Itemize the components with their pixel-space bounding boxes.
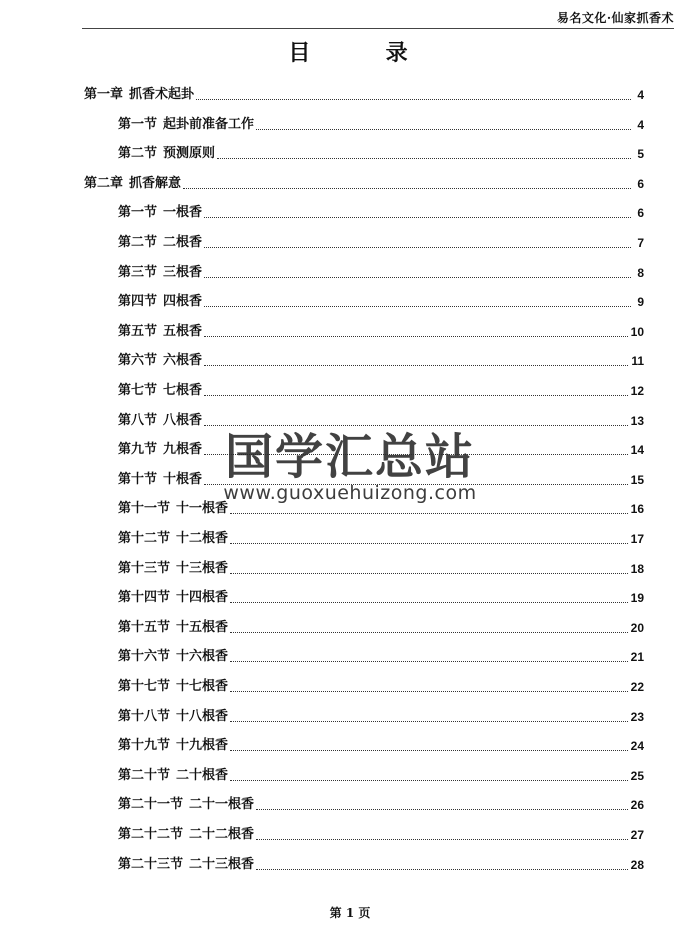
toc-entry-title: 五根香 [163,323,203,339]
toc-entry-title: 十六根香 [176,649,229,665]
toc-dot-leader [230,749,628,751]
toc-entry-title: 二十二根香 [189,827,255,842]
toc-entry-title: 十一根香 [176,501,229,517]
toc-entry-title: 十四根香 [176,590,229,606]
toc-entry-title: 四根香 [163,294,203,310]
toc-entry-number: 第二十节 [118,767,171,783]
toc-page-number: 12 [630,384,644,398]
toc-section-entry[interactable] [118,620,644,636]
toc-page-number: 28 [630,857,644,872]
toc-entry-title: 十五根香 [176,619,229,635]
toc-page-number: 21 [630,650,644,665]
toc-section-entry[interactable] [118,590,644,606]
toc-section-entry[interactable] [118,146,644,162]
toc-entry-number: 第十节 [118,471,158,487]
toc-entry-title: 抓香术起卦 [129,87,195,102]
toc-entry-number: 第二十三节 [118,856,184,872]
running-header: 易名文化·仙家抓香术 [556,11,674,25]
toc-entry-number: 第十二节 [118,531,171,546]
toc-entry-number: 第十三节 [118,560,171,576]
toc-page-number: 9 [637,295,644,310]
toc-entry-number: 第十七节 [118,679,171,694]
toc-dot-leader [204,305,631,307]
toc-section-entry[interactable] [118,383,644,399]
toc-dot-leader [230,660,628,662]
toc-page-number: 6 [637,176,644,191]
toc-entry-number: 第六节 [118,353,158,369]
watermark-url: www.guoxuehuizong.com [223,482,477,504]
toc-chapter-entry[interactable] [84,87,644,103]
toc-section-entry[interactable] [118,265,644,281]
toc-dot-leader [217,157,631,159]
toc-dot-leader [204,364,628,366]
toc-section-entry[interactable] [118,294,644,310]
toc-dot-leader [230,542,628,544]
toc-page-number: 15 [630,472,644,487]
toc-entry-title: 十三根香 [176,560,229,576]
toc-page-number: 26 [630,798,644,813]
page-footer: 第 1 页 [329,906,371,920]
toc-entry-title: 一根香 [163,205,203,221]
toc-section-entry[interactable] [118,768,644,784]
toc-dot-leader [230,631,628,633]
toc-dot-leader [230,690,628,692]
toc-entry-number: 第十一节 [118,501,171,517]
toc-entry-title: 抓香解意 [129,175,182,191]
toc-dot-leader [230,572,628,574]
toc-entry-title: 预测原则 [163,146,216,162]
toc-dot-leader [256,838,628,840]
toc-section-entry[interactable] [118,235,644,251]
toc-section-entry[interactable] [118,827,644,843]
toc-entry-number: 第二节 [118,235,158,250]
toc-entry-number: 第二章 [84,175,124,191]
toc-entry-title: 十二根香 [176,531,229,546]
toc-page-number: 8 [637,265,644,280]
toc-entry-number: 第二十一节 [118,797,184,813]
toc-page-number: 24 [630,739,644,754]
toc-entry-number: 第七节 [118,383,158,398]
toc-dot-leader [256,808,628,810]
toc-dot-leader [230,720,628,722]
toc-entry-title: 十九根香 [176,738,229,754]
toc-entry-title: 十八根香 [176,708,229,724]
toc-entry-title: 七根香 [163,383,203,398]
toc-page-number: 17 [630,532,644,546]
toc-dot-leader [230,512,628,514]
toc-page-number: 4 [637,117,644,132]
toc-section-entry[interactable] [118,709,644,725]
toc-page-number: 13 [630,413,644,428]
toc-page-number: 7 [637,236,644,250]
toc-section-entry[interactable] [118,117,644,133]
toc-dot-leader [256,128,631,130]
toc-entry-number: 第一章 [84,87,124,102]
toc-page-number: 16 [630,502,644,517]
toc-page-number: 20 [630,620,644,635]
toc-page-number: 6 [637,206,644,221]
toc-page-number: 4 [637,88,644,102]
toc-page-number: 27 [630,828,644,842]
toc-entry-number: 第二十二节 [118,827,184,842]
title-char-1: 目 [288,40,315,66]
toc-page-number: 11 [631,354,644,369]
toc-chapter-entry[interactable] [84,176,644,192]
toc-page-number: 14 [630,443,644,458]
toc-dot-leader [230,779,628,781]
toc-entry-number: 第八节 [118,412,158,428]
toc-entry-title: 九根香 [163,442,203,458]
toc-entry-number: 第五节 [118,323,158,339]
title-char-2: 录 [385,40,412,66]
toc-dot-leader [204,276,631,278]
toc-section-entry[interactable] [118,679,644,695]
toc-entry-title: 十根香 [163,471,203,487]
toc-entry-title: 八根香 [163,412,203,428]
toc-entry-title: 二根香 [163,235,203,250]
toc-entry-number: 第一节 [118,205,158,221]
toc-dot-leader [183,187,631,189]
toc-entry-title: 二十根香 [176,767,229,783]
toc-dot-leader [196,98,631,100]
watermark-text: 国学汇总站 [224,429,475,485]
toc-entry-number: 第十八节 [118,708,171,724]
toc-entry-title: 六根香 [163,353,203,369]
toc-entry-number: 第九节 [118,442,158,458]
toc-section-entry[interactable] [118,324,644,340]
toc-page-number: 23 [630,709,644,724]
page-title [0,36,700,67]
toc-dot-leader [204,216,631,218]
toc-entry-number: 第十五节 [118,619,171,635]
toc-entry-number: 第二节 [118,146,158,162]
toc-dot-leader [256,868,628,870]
toc-entry-title: 起卦前准备工作 [163,116,255,132]
toc-page-number: 19 [630,591,644,606]
toc-section-entry[interactable] [118,353,644,369]
toc-entry-number: 第四节 [118,294,158,310]
header-rule [82,28,674,29]
toc-dot-leader [230,601,628,603]
toc-dot-leader [204,335,628,337]
toc-dot-leader [204,394,628,396]
toc-entry-number: 第十九节 [118,738,171,754]
toc-page-number: 25 [630,768,644,783]
toc-entry-title: 二十一根香 [189,797,255,813]
toc-dot-leader [204,246,631,248]
toc-section-entry[interactable] [118,649,644,665]
toc-section-entry[interactable] [118,205,644,221]
toc-entry-number: 第十六节 [118,649,171,665]
toc-entry-title: 十七根香 [176,679,229,694]
toc-section-entry[interactable] [118,561,644,577]
toc-entry-number: 第十四节 [118,590,171,606]
toc-section-entry[interactable] [118,531,644,547]
toc-entry-title: 二十三根香 [189,856,255,872]
toc-page-number: 22 [630,680,644,694]
toc-page-number: 18 [630,561,644,576]
toc-section-entry[interactable] [118,738,644,754]
toc-section-entry[interactable] [118,857,644,873]
toc-entry-number: 第三节 [118,264,158,280]
toc-page-number: 5 [637,147,644,162]
toc-page-number: 10 [630,324,644,339]
toc-section-entry[interactable] [118,797,644,813]
toc-entry-title: 三根香 [163,264,203,280]
toc-entry-number: 第一节 [118,116,158,132]
